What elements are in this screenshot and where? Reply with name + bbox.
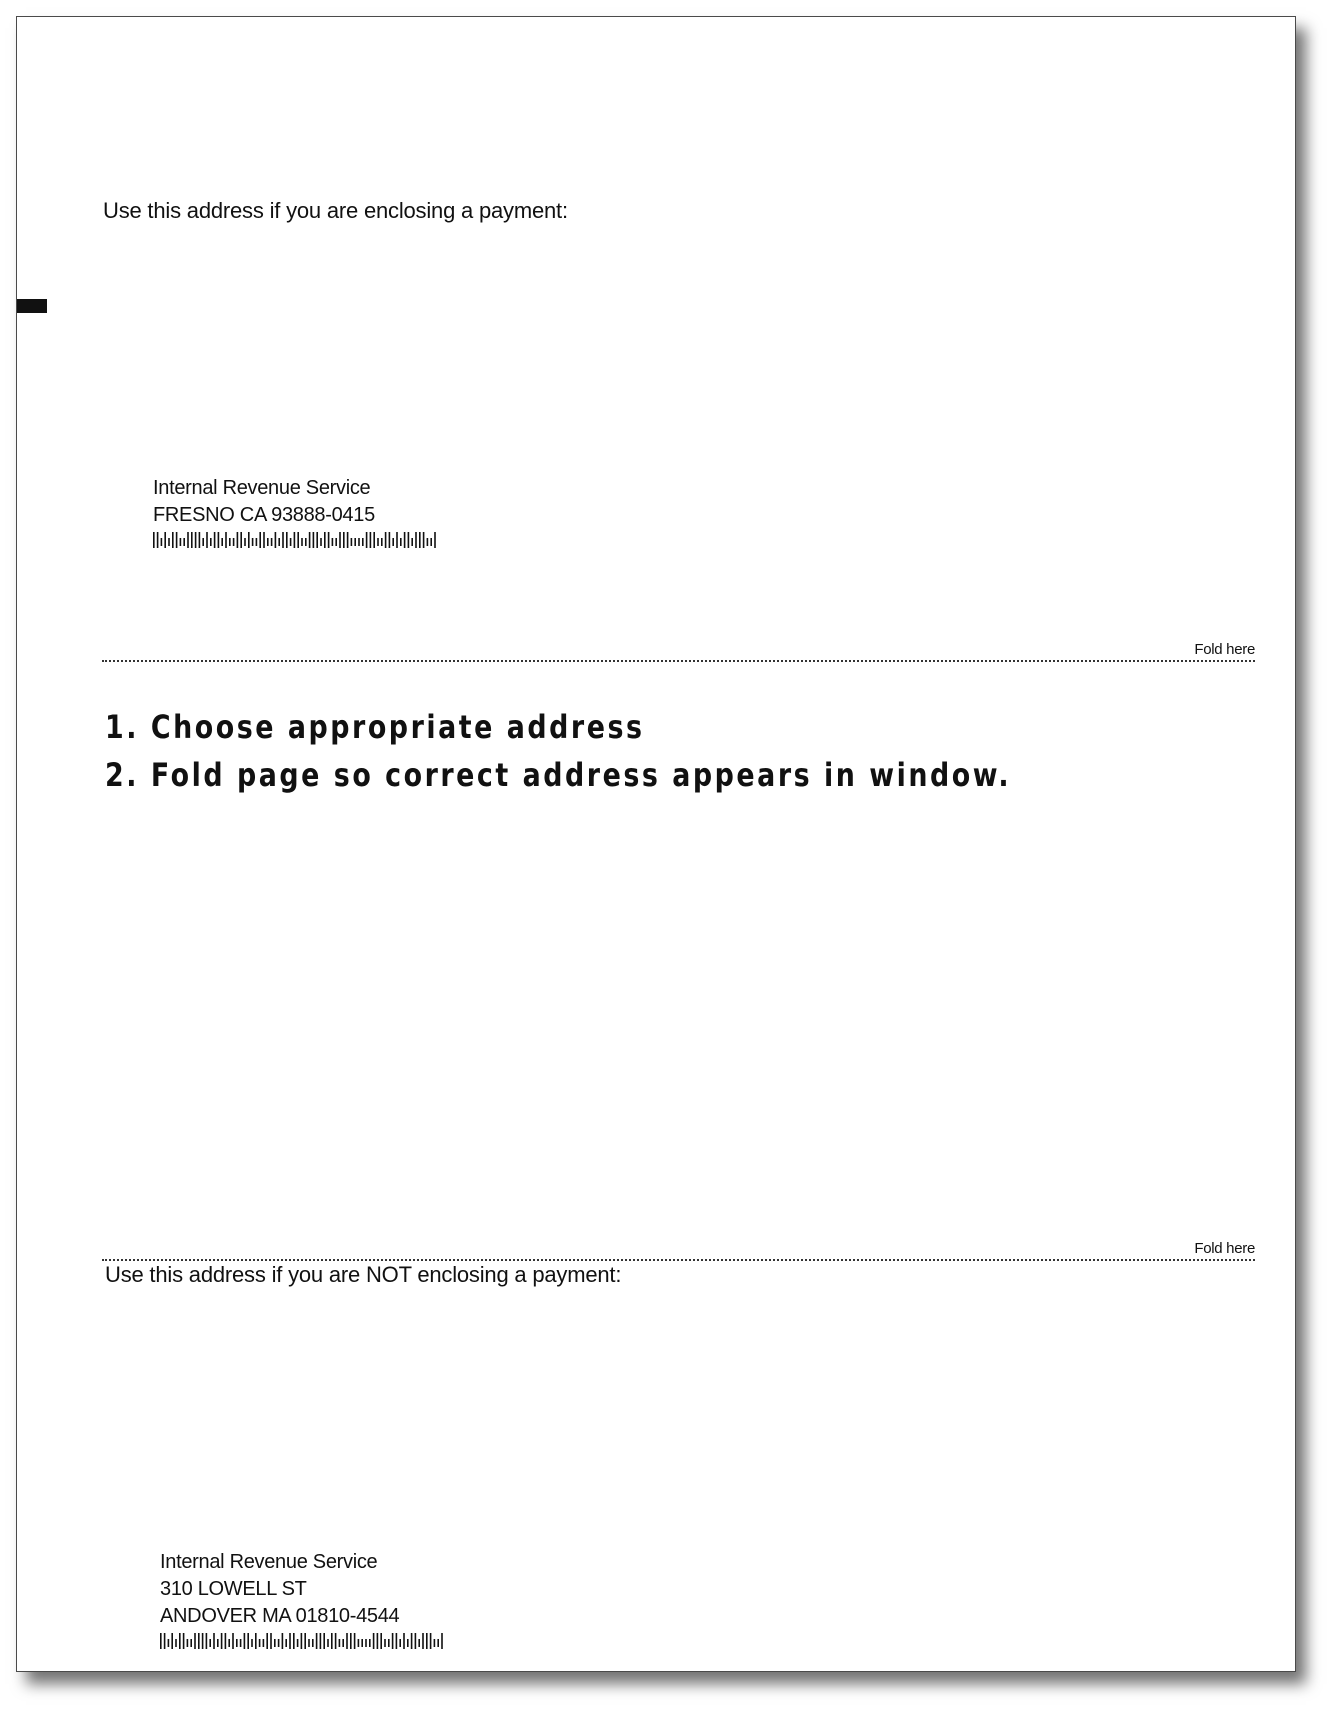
payment-address-heading: Use this address if you are enclosing a payment: — [103, 198, 568, 223]
payment-address-line2: FRESNO CA 93888-0415 — [153, 504, 375, 526]
fold-here-label-top: Fold here — [1194, 641, 1255, 658]
fold-line-bottom — [102, 1259, 1255, 1261]
payment-address-block — [153, 475, 453, 549]
no-payment-address-line1: Internal Revenue Service — [160, 1551, 378, 1573]
folding-instructions — [105, 703, 1011, 799]
no-payment-address-line2: 310 LOWELL ST — [160, 1578, 307, 1600]
fold-here-label-bottom: Fold here — [1194, 1240, 1255, 1257]
document-page — [16, 16, 1296, 1672]
instruction-step-1: 1. Choose appropriate address — [105, 708, 645, 746]
no-payment-address-block — [160, 1549, 460, 1650]
no-payment-address-line3: ANDOVER MA 01810-4544 — [160, 1605, 400, 1627]
no-payment-address-heading: Use this address if you are NOT enclosing a payment: — [105, 1262, 622, 1287]
postal-barcode-icon — [153, 531, 453, 549]
registration-mark — [17, 299, 47, 313]
postal-barcode-icon — [160, 1632, 460, 1650]
fold-line-top — [102, 660, 1255, 662]
payment-address-line1: Internal Revenue Service — [153, 477, 371, 499]
instruction-step-2: 2. Fold page so correct address appears in window. — [105, 756, 1012, 794]
